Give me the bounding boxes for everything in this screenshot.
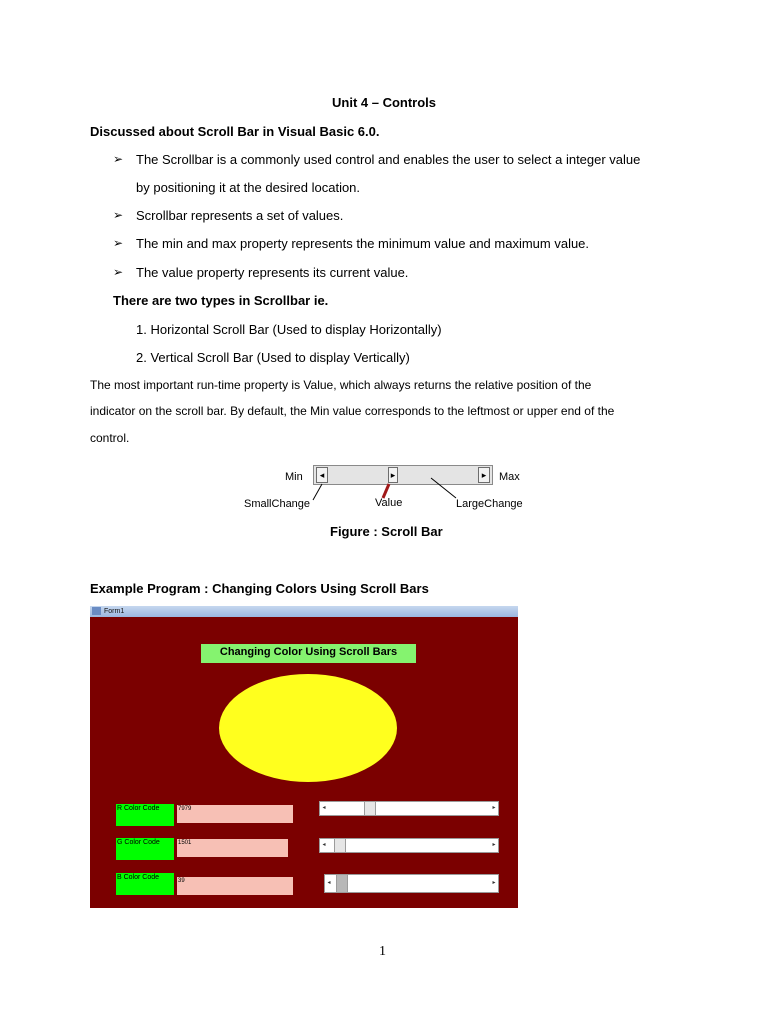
figure-small-change-label: SmallChange (244, 498, 311, 510)
left-arrow-icon[interactable]: ◂ (325, 875, 333, 892)
bullet-text: The Scrollbar is a commonly used control and enables the user to select a integer value (136, 152, 641, 167)
form-title: Form1 (104, 608, 125, 615)
value-leader-line (383, 484, 389, 498)
figure-large-change-label: LargeChange (456, 498, 523, 510)
section-heading: Discussed about Scroll Bar in Visual Basic 6.0. (90, 124, 380, 139)
types-heading: There are two types in Scrollbar ie. (113, 293, 329, 308)
bullet-arrow-icon: ➢ (113, 265, 124, 279)
bullet-arrow-icon: ➢ (113, 208, 124, 222)
right-arrow-icon[interactable]: ▸ (490, 802, 498, 815)
g-color-label: G Color Code (116, 838, 174, 860)
small-change-leader-line (313, 484, 322, 500)
scroll-thumb: ▸ (388, 467, 398, 483)
form-title-bar (90, 606, 518, 617)
bullet-text: The value property represents its current value. (136, 265, 409, 280)
paragraph-line: control. (90, 431, 130, 445)
type-item: 1. Horizontal Scroll Bar (Used to display Horizontally) (136, 322, 442, 337)
unit-title: Unit 4 – Controls (332, 95, 437, 110)
page-number: 1 (379, 944, 386, 959)
bullet-arrow-icon: ➢ (113, 236, 124, 250)
vb-form-window (90, 606, 518, 908)
g-color-textbox[interactable]: 1501 (177, 839, 288, 857)
type-item: 2. Vertical Scroll Bar (Used to display Vertically) (136, 350, 410, 365)
color-ellipse (219, 674, 397, 782)
bullet-arrow-icon: ➢ (113, 152, 124, 166)
b-color-label: B Color Code (116, 873, 174, 895)
scroll-thumb[interactable] (334, 839, 346, 852)
g-scroll-bar[interactable] (319, 838, 499, 853)
form-heading-label: Changing Color Using Scroll Bars (201, 644, 416, 663)
left-arrow-icon[interactable]: ◂ (320, 802, 328, 815)
r-color-label: R Color Code (116, 804, 174, 826)
figure-min-label: Min (285, 471, 303, 483)
b-color-textbox[interactable]: 39 (177, 877, 293, 895)
bullet-text: Scrollbar represents a set of values. (136, 208, 344, 223)
form-icon (92, 607, 101, 615)
large-change-leader-line (431, 478, 456, 498)
right-arrow-icon[interactable]: ▸ (490, 875, 498, 892)
bullet-text-continued: by positioning it at the desired location. (136, 180, 361, 195)
example-heading: Example Program : Changing Colors Using Scroll Bars (90, 581, 429, 596)
scroll-thumb[interactable] (336, 875, 348, 892)
right-arrow-icon[interactable]: ▸ (490, 839, 498, 852)
left-arrow-icon[interactable]: ◂ (320, 839, 328, 852)
r-color-textbox[interactable]: 7979 (177, 805, 293, 823)
figure-value-label: Value (375, 497, 403, 509)
bullet-text: The min and max property represents the minimum value and maximum value. (136, 236, 590, 251)
left-arrow-icon: ◂ (316, 467, 328, 483)
b-scroll-bar[interactable] (324, 874, 499, 893)
right-arrow-icon: ▸ (478, 467, 490, 483)
figure-caption: Figure : Scroll Bar (330, 524, 443, 539)
paragraph-line: The most important run-time property is Value, which always returns the relative position of the (90, 378, 592, 392)
figure-max-label: Max (499, 471, 520, 483)
scroll-thumb[interactable] (364, 802, 376, 815)
r-scroll-bar[interactable] (319, 801, 499, 816)
paragraph-line: indicator on the scroll bar. By default, the Min value corresponds to the leftmost or upper end of the (90, 404, 615, 418)
